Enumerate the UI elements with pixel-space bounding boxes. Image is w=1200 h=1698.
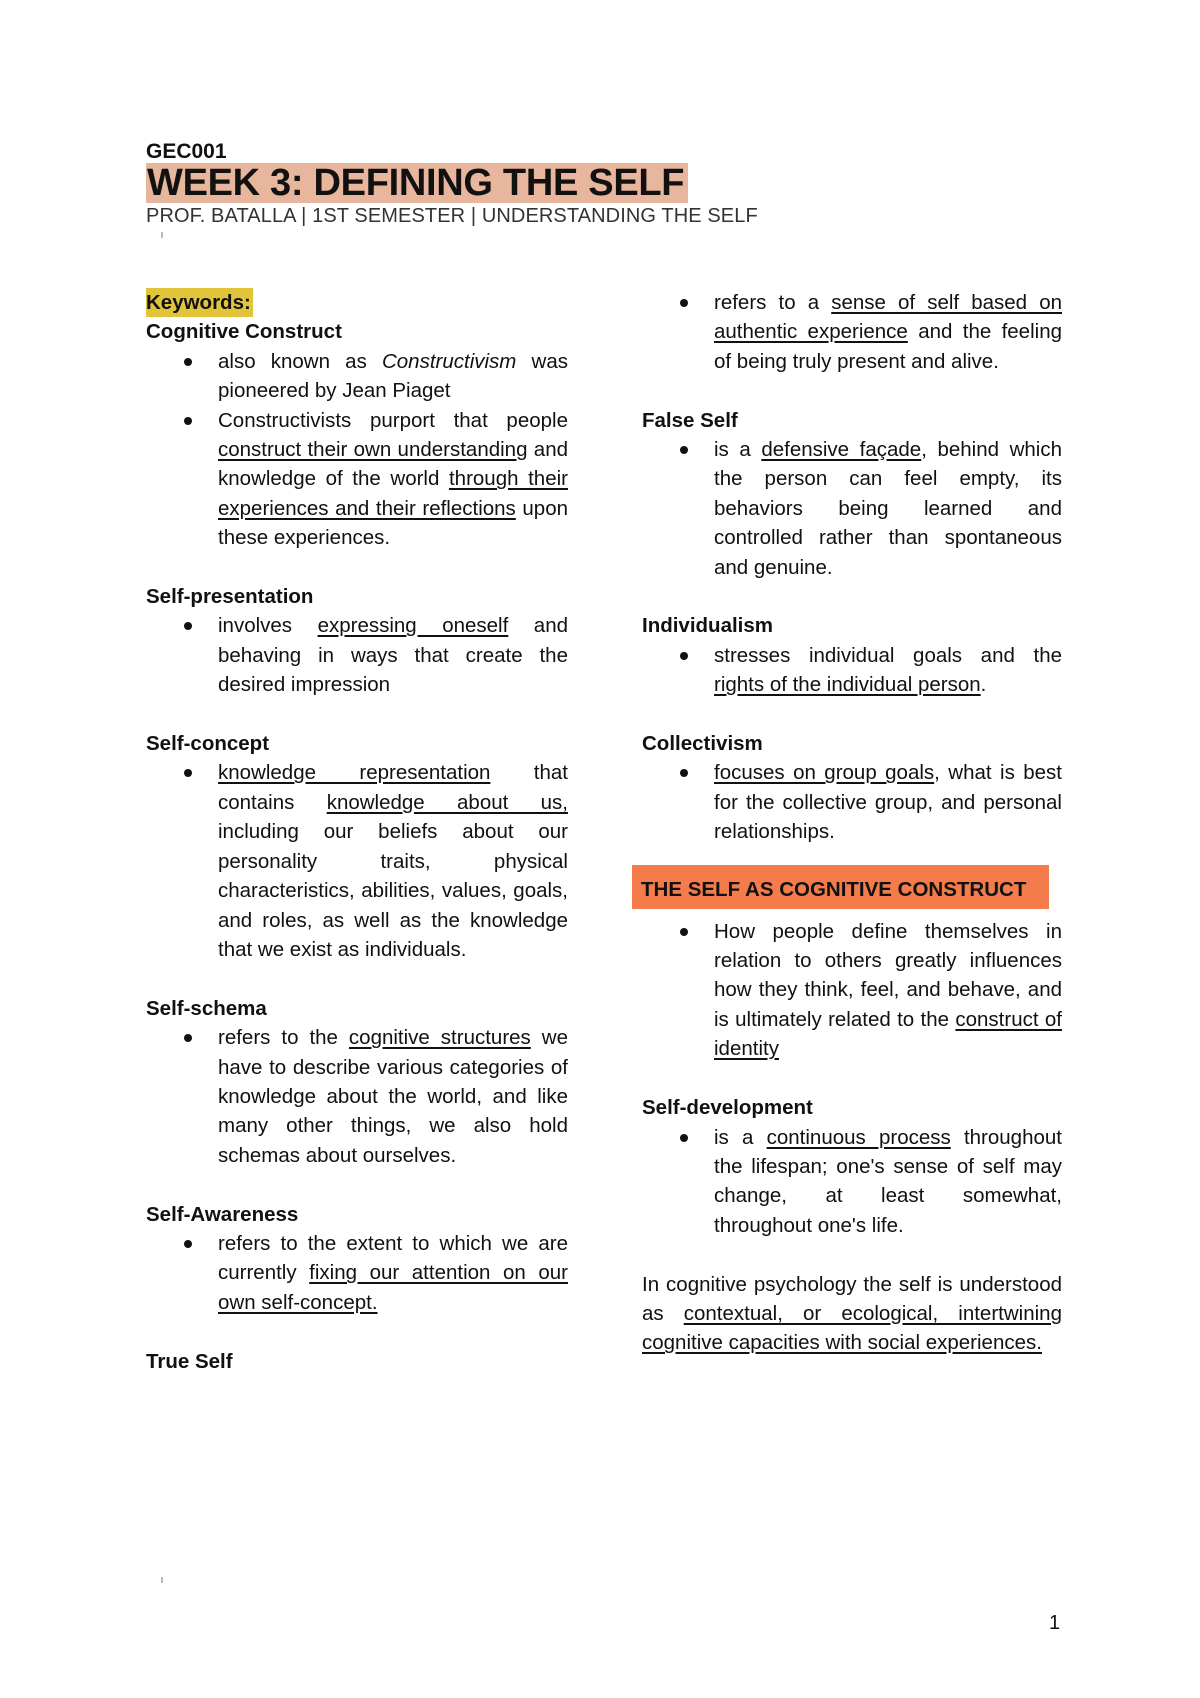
list-item: refers to the extent to which we are currently fixing our attention on our own self-concept. [218,1229,568,1317]
list-item: also known as Constructivism was pioneered by Jean Piaget [218,347,568,406]
bullet-list [146,611,568,699]
term-cognitive-construct: Cognitive Construct [146,320,342,344]
list-item: involves expressing oneself and behaving in ways that create the desired impression [218,611,568,699]
term-self-schema: Self-schema [146,996,267,1020]
list-item: focuses on group goals, what is best for the collective group, and personal relationships. [714,758,1062,846]
bullet-list [146,1229,568,1317]
term-self-concept: Self-concept [146,732,270,756]
list-item: stresses individual goals and the rights of the individual person. [714,641,1062,700]
bullet-list [642,1123,1062,1241]
bullet-list [146,1023,568,1170]
list-item: How people define themselves in relation to others greatly influences how they think, feel, and behave, and is ultimately related to the construct of identity [714,917,1062,1064]
term-self-awareness: Self-Awareness [146,1202,299,1226]
list-item: is a defensive façade, behind which the person can feel empty, its behaviors being learned and controlled rather than spontaneous and genuine. [714,435,1062,582]
margin-mark [161,232,163,238]
bullet-list [146,758,568,964]
closing-paragraph: In cognitive psychology the self is understood as contextual, or ecological, intertwining cognitive capacities with social experiences. [642,1272,1062,1355]
bullet-list [642,641,1062,700]
page-number: 1 [1049,1612,1061,1634]
list-item: refers to a sense of self based on authentic experience and the feeling of being truly present and alive. [714,288,1062,376]
course-code: GEC001 [146,140,227,163]
list-item: refers to the cognitive structures we have to describe various categories of knowledge about the world, and like many other things, we also hold schemas about ourselves. [218,1023,568,1170]
bullet-list [642,758,1062,846]
section-banner: THE SELF AS COGNITIVE CONSTRUCT [632,865,1049,909]
list-item: is a continuous process throughout the lifespan; one's sense of self may change, at least somewhat, throughout one's life. [714,1123,1062,1241]
right-column [642,288,1062,1358]
list-item: Constructivists purport that people construct their own understanding and knowledge of the world through their experiences and their reflections upon these experiences. [218,406,568,553]
page-title: WEEK 3: DEFINING THE SELF [146,163,688,203]
bullet-list [146,347,568,553]
document-header [146,141,846,228]
left-column [146,288,568,1376]
term-true-self: True Self [146,1349,233,1373]
bullet-list [642,288,1062,376]
term-self-development: Self-development [642,1096,813,1120]
term-self-presentation: Self-presentation [146,585,314,609]
list-item: knowledge representation that contains knowledge about us, including our beliefs about our personality traits, physical characteristics, abilities, values, goals, and roles, as well as the knowledge that we exist as individuals. [218,758,568,964]
term-false-self: False Self [642,408,738,432]
bullet-list [642,917,1062,1064]
term-individualism: Individualism [642,614,773,638]
keywords-label: Keywords: [146,288,253,317]
margin-mark [161,1577,163,1583]
bullet-list [642,435,1062,582]
page-subtitle: PROF. BATALLA | 1ST SEMESTER | UNDERSTANDING THE SELF [146,205,758,227]
term-collectivism: Collectivism [642,732,763,756]
